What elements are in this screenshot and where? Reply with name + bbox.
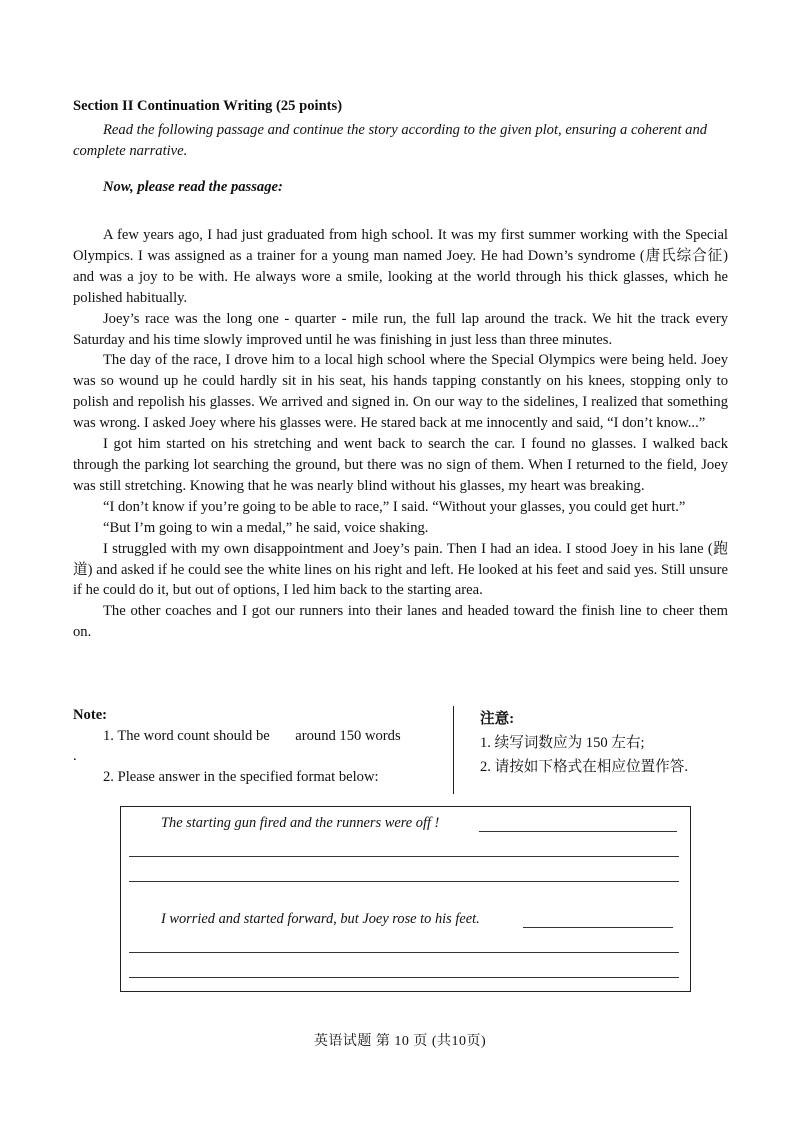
passage-paragraph: A few years ago, I had just graduated from high school. It was my first summer working with the Special Olympics. I was assigned as a trainer for a young man named Joey. He had Down’s syndrome (唐氏综合征) and was a joy to be with. He always wore a smile, looking at the world through his thick glasses, which he polished habitually. (73, 227, 728, 306)
answer-line[interactable] (129, 881, 679, 882)
passage-paragraph: Joey’s race was the long one - quarter - mile run, the full lap around the track. We hit the track every Saturday and his time slowly improved until he was finishing in just less than three minutes. (73, 310, 728, 348)
section-title: Section II Continuation Writing (25 points) (73, 98, 343, 114)
note-item-word-count: 1. The word count should be around 150 words . (73, 727, 427, 764)
story-passage (73, 225, 728, 643)
passage-paragraph: I got him started on his stretching and went back to search the car. I found no glasses. I walked back through the parking lot searching the ground, but there was no sign of them. When I returned to the field, Joey was still stretching. Knowing that he was nearly blind without his glasses, my heart was breaking. (73, 436, 728, 494)
answer-line[interactable] (129, 952, 679, 953)
answer-line[interactable] (523, 927, 673, 928)
answer-line[interactable] (479, 831, 677, 832)
note-english (73, 705, 427, 787)
note-item-format: 2. Please answer in the specified format below: (103, 768, 379, 785)
answer-prompt-2: I worried and started forward, but Joey rose to his feet. (161, 911, 480, 927)
answer-line[interactable] (129, 856, 679, 857)
page-footer: 英语试题 第 10 页 (共10页) (313, 1034, 487, 1049)
answer-line[interactable] (129, 977, 679, 978)
note-heading: Note: (73, 707, 108, 723)
note-cn-item-format: 2. 请按如下格式在相应位置作答. (480, 759, 688, 775)
note-divider (453, 706, 454, 794)
passage-paragraph: I struggled with my own disappointment and Joey’s pain. Then I had an idea. I stood Joey in his lane (跑道) and asked if he could see the white lines on his right and left. He looked at his feet and said yes. Still unsure if he could do it, but out of options, I led him back to the starting area. (73, 540, 728, 599)
answer-box (120, 806, 691, 992)
note-chinese (480, 707, 760, 779)
read-passage-prompt: Now, please read the passage: (103, 179, 283, 195)
passage-paragraph: “But I’m going to win a medal,” he said, voice shaking. (103, 519, 429, 536)
passage-paragraph: The day of the race, I drove him to a local high school where the Special Olympics were being held. Joey was so wound up he could hardly sit in his seat, his hands tapping constantly on his knees, stopping only to polish and repolish his glasses. We arrived and signed in. On our way to the sidelines, I realized that something was wrong. I asked Joey where his glasses were. He stared back at me innocently and said, “I don’t know...” (73, 352, 728, 432)
note-cn-heading: 注意: (480, 711, 515, 727)
passage-paragraph: The other coaches and I got our runners into their lanes and headed toward the finish line to cheer them on. (73, 603, 728, 641)
answer-prompt-1: The starting gun fired and the runners were off ! (161, 815, 440, 831)
section-instruction: Read the following passage and continue the story according to the given plot, ensuring a coherent and complete narrative. (73, 122, 708, 159)
passage-paragraph: “I don’t know if you’re going to be able to race,” I said. “Without your glasses, you could get hurt.” (103, 498, 686, 515)
note-cn-item-word-count: 1. 续写词数应为 150 左右; (480, 735, 645, 751)
